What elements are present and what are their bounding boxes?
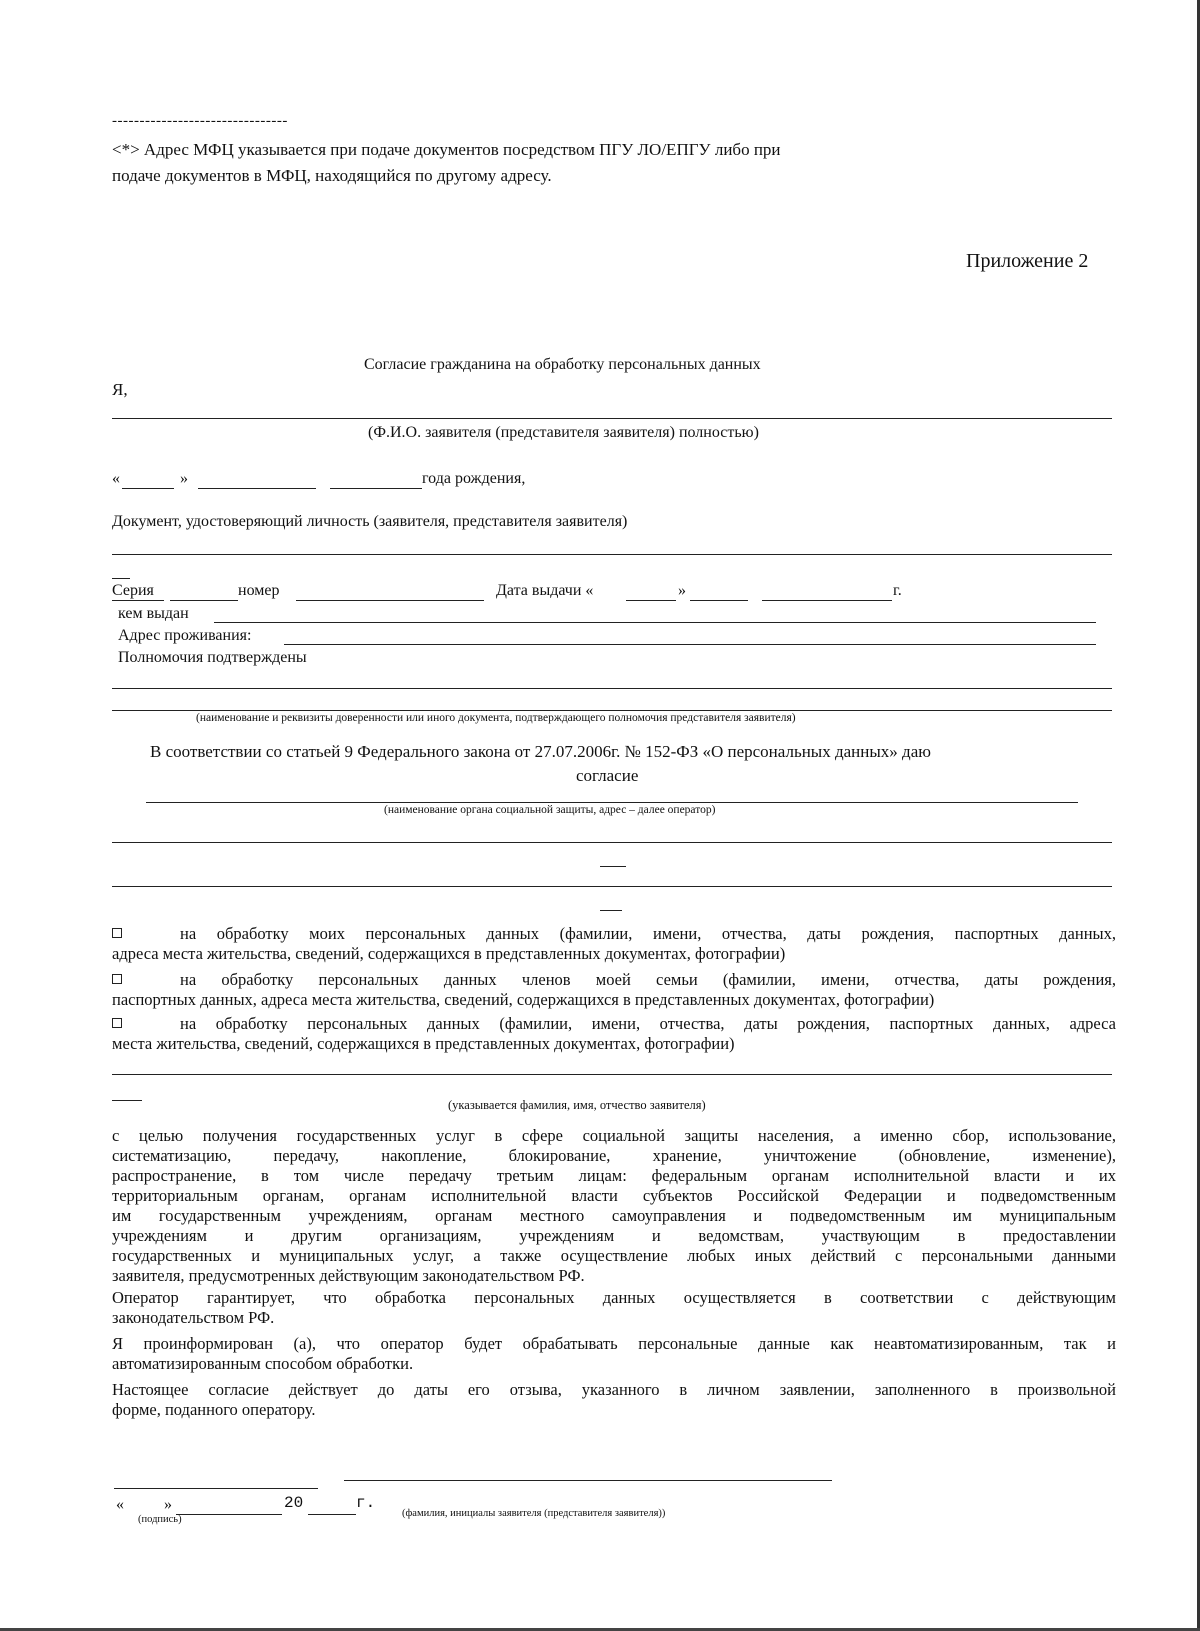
applicant-short-line (112, 1100, 142, 1101)
applicant-line (112, 1074, 1112, 1075)
sign-year-line (308, 1514, 356, 1515)
option-family-data-line-1: на обработку персональных данных членов моей семьи (фамилии, имени, отчества, даты рождения, (180, 970, 1116, 989)
birth-day-line (122, 488, 174, 489)
address-label: Адрес проживания: (118, 627, 252, 644)
option-own-data-line-2: адреса места жительства, сведений, содержащихся в представленных документах, фотографии) (112, 944, 786, 963)
number-label: номер (238, 582, 280, 599)
address-line (284, 644, 1096, 645)
birth-suffix: года рождения, (422, 470, 526, 487)
operator-guarantee-paragraph (112, 1288, 1116, 1328)
issue-year-line (762, 600, 892, 601)
footnote-line-2: подаче документов в МФЦ, находящийся по другому адресу. (112, 166, 552, 185)
informed-line: автоматизированным способом обработки. (112, 1354, 414, 1373)
guarantee-line: законодательством РФ. (112, 1308, 275, 1327)
series-value-line (170, 600, 238, 601)
fio-line (112, 418, 1112, 419)
document-title: Согласие гражданина на обработку персональных данных (364, 356, 761, 373)
operator-caption: (наименование органа социальной защиты, адрес – далее оператор) (384, 804, 716, 816)
id-document-short-line (112, 578, 130, 579)
number-value-line (296, 600, 484, 601)
sign-month-line (176, 1514, 282, 1515)
sign-close-quote: » (164, 1496, 172, 1513)
footnote-line-1: <*> Адрес МФЦ указывается при подаче документов посредством ПГУ ЛО/ЕПГУ либо при (112, 140, 781, 159)
issue-day-line (626, 600, 676, 601)
other-data-checkbox[interactable] (112, 1018, 122, 1028)
option-own-data (112, 924, 1116, 964)
purpose-line: территориальным органам, органам исполнительной власти субъектов Российской Федерации и подведомственным (112, 1186, 1116, 1205)
option-other-data-line-2: места жительства, сведений, содержащихся в представленных документах, фотографии) (112, 1034, 735, 1053)
sign-open-quote: « (116, 1496, 124, 1513)
purpose-paragraph (112, 1126, 1116, 1286)
authority-label: Полномочия подтверждены (118, 649, 307, 666)
purpose-line: с целью получения государственных услуг в сфере социальной защиты населения, а именно сбор, использование, (112, 1126, 1116, 1145)
purpose-line: государственных и муниципальных услуг, а также осуществление любых иных действий с персональными данными (112, 1246, 1116, 1265)
issue-year-label: г. (893, 582, 902, 599)
birth-year-line (330, 488, 422, 489)
series-line (112, 600, 164, 601)
issued-by-line (214, 622, 1096, 623)
birth-open-quote: « (112, 470, 120, 487)
appendix-label: Приложение 2 (966, 250, 1089, 272)
purpose-line: им государственным учреждениям, органам местного самоуправления и подведомственным им муниципальным (112, 1206, 1116, 1225)
name-caption: (фамилия, инициалы заявителя (представителя заявителя)) (402, 1508, 666, 1519)
law-line-1: В соответствии со статьей 9 Федерального закона от 27.07.2006г. № 152-ФЗ «О персональных данных» даю (150, 742, 931, 761)
sign-year-prefix: 20 (284, 1494, 304, 1512)
id-document-label: Документ, удостоверяющий личность (заявителя, представителя заявителя) (112, 513, 628, 530)
informed-paragraph (112, 1334, 1116, 1374)
purpose-line: учреждениям и другим организациям, учреждениям и ведомствам, участвующим в предоставлении (112, 1226, 1116, 1245)
option-other-data-line-1: на обработку персональных данных (фамилии, имени, отчества, даты рождения, паспортных данных, адреса (180, 1014, 1116, 1033)
ya-label: Я, (112, 380, 128, 399)
law-line-2: согласие (576, 766, 639, 785)
birth-close-quote: » (180, 470, 188, 487)
option-family-data-line-2: паспортных данных, адреса места жительства, сведений, содержащихся в представленных документах, фотографии) (112, 990, 935, 1009)
purpose-line: распространение, в том числе передачу третьим лицам: федеральным органам исполнительной власти и их (112, 1166, 1116, 1185)
footnote-separator: -------------------------------- (112, 113, 288, 129)
fio-caption: (Ф.И.О. заявителя (представителя заявителя) полностью) (368, 424, 759, 441)
issue-date-label: Дата выдачи « (496, 582, 594, 599)
operator-line (146, 802, 1078, 803)
authority-line-2 (112, 710, 1112, 711)
sign-year-suffix: г. (356, 1494, 376, 1512)
authority-line-1 (112, 688, 1112, 689)
purpose-line: заявителя, предусмотренных действующим законодательством РФ. (112, 1266, 585, 1285)
operator-dash-1 (600, 866, 626, 867)
issue-close-quote: » (678, 582, 686, 599)
option-other-data (112, 1014, 1116, 1054)
issued-by-label: кем выдан (118, 605, 189, 622)
validity-line: форме, поданного оператору. (112, 1400, 316, 1419)
family-data-checkbox[interactable] (112, 974, 122, 984)
operator-line-3 (112, 886, 1112, 887)
option-own-data-line-1: на обработку моих персональных данных (фамилии, имени, отчества, даты рождения, паспортных данных, (180, 924, 1116, 943)
validity-paragraph (112, 1380, 1116, 1420)
sign-caption: (подпись) (138, 1514, 182, 1525)
sign-line (114, 1488, 318, 1489)
guarantee-line: Оператор гарантирует, что обработка персональных данных осуществляется в соответствии с действующим (112, 1288, 1116, 1307)
validity-line: Настоящее согласие действует до даты его отзыва, указанного в личном заявлении, заполненного в произвольной (112, 1380, 1116, 1399)
own-data-checkbox[interactable] (112, 928, 122, 938)
id-document-line (112, 554, 1112, 555)
birth-month-line (198, 488, 316, 489)
operator-dash-2 (600, 910, 622, 911)
authority-caption: (наименование и реквизиты доверенности или иного документа, подтверждающего полномочия представителя заявителя) (196, 712, 796, 724)
applicant-caption: (указывается фамилия, имя, отчество заявителя) (448, 1098, 706, 1112)
option-family-data (112, 970, 1116, 1010)
operator-line-2 (112, 842, 1112, 843)
name-line (344, 1480, 832, 1481)
informed-line: Я проинформирован (а), что оператор будет обрабатывать персональные данные как неавтоматизированным, так и (112, 1334, 1116, 1353)
series-label: Серия (112, 582, 154, 599)
issue-month-line (690, 600, 748, 601)
purpose-line: систематизацию, передачу, накопление, блокирование, хранение, уничтожение (обновление, изменение), (112, 1146, 1116, 1165)
